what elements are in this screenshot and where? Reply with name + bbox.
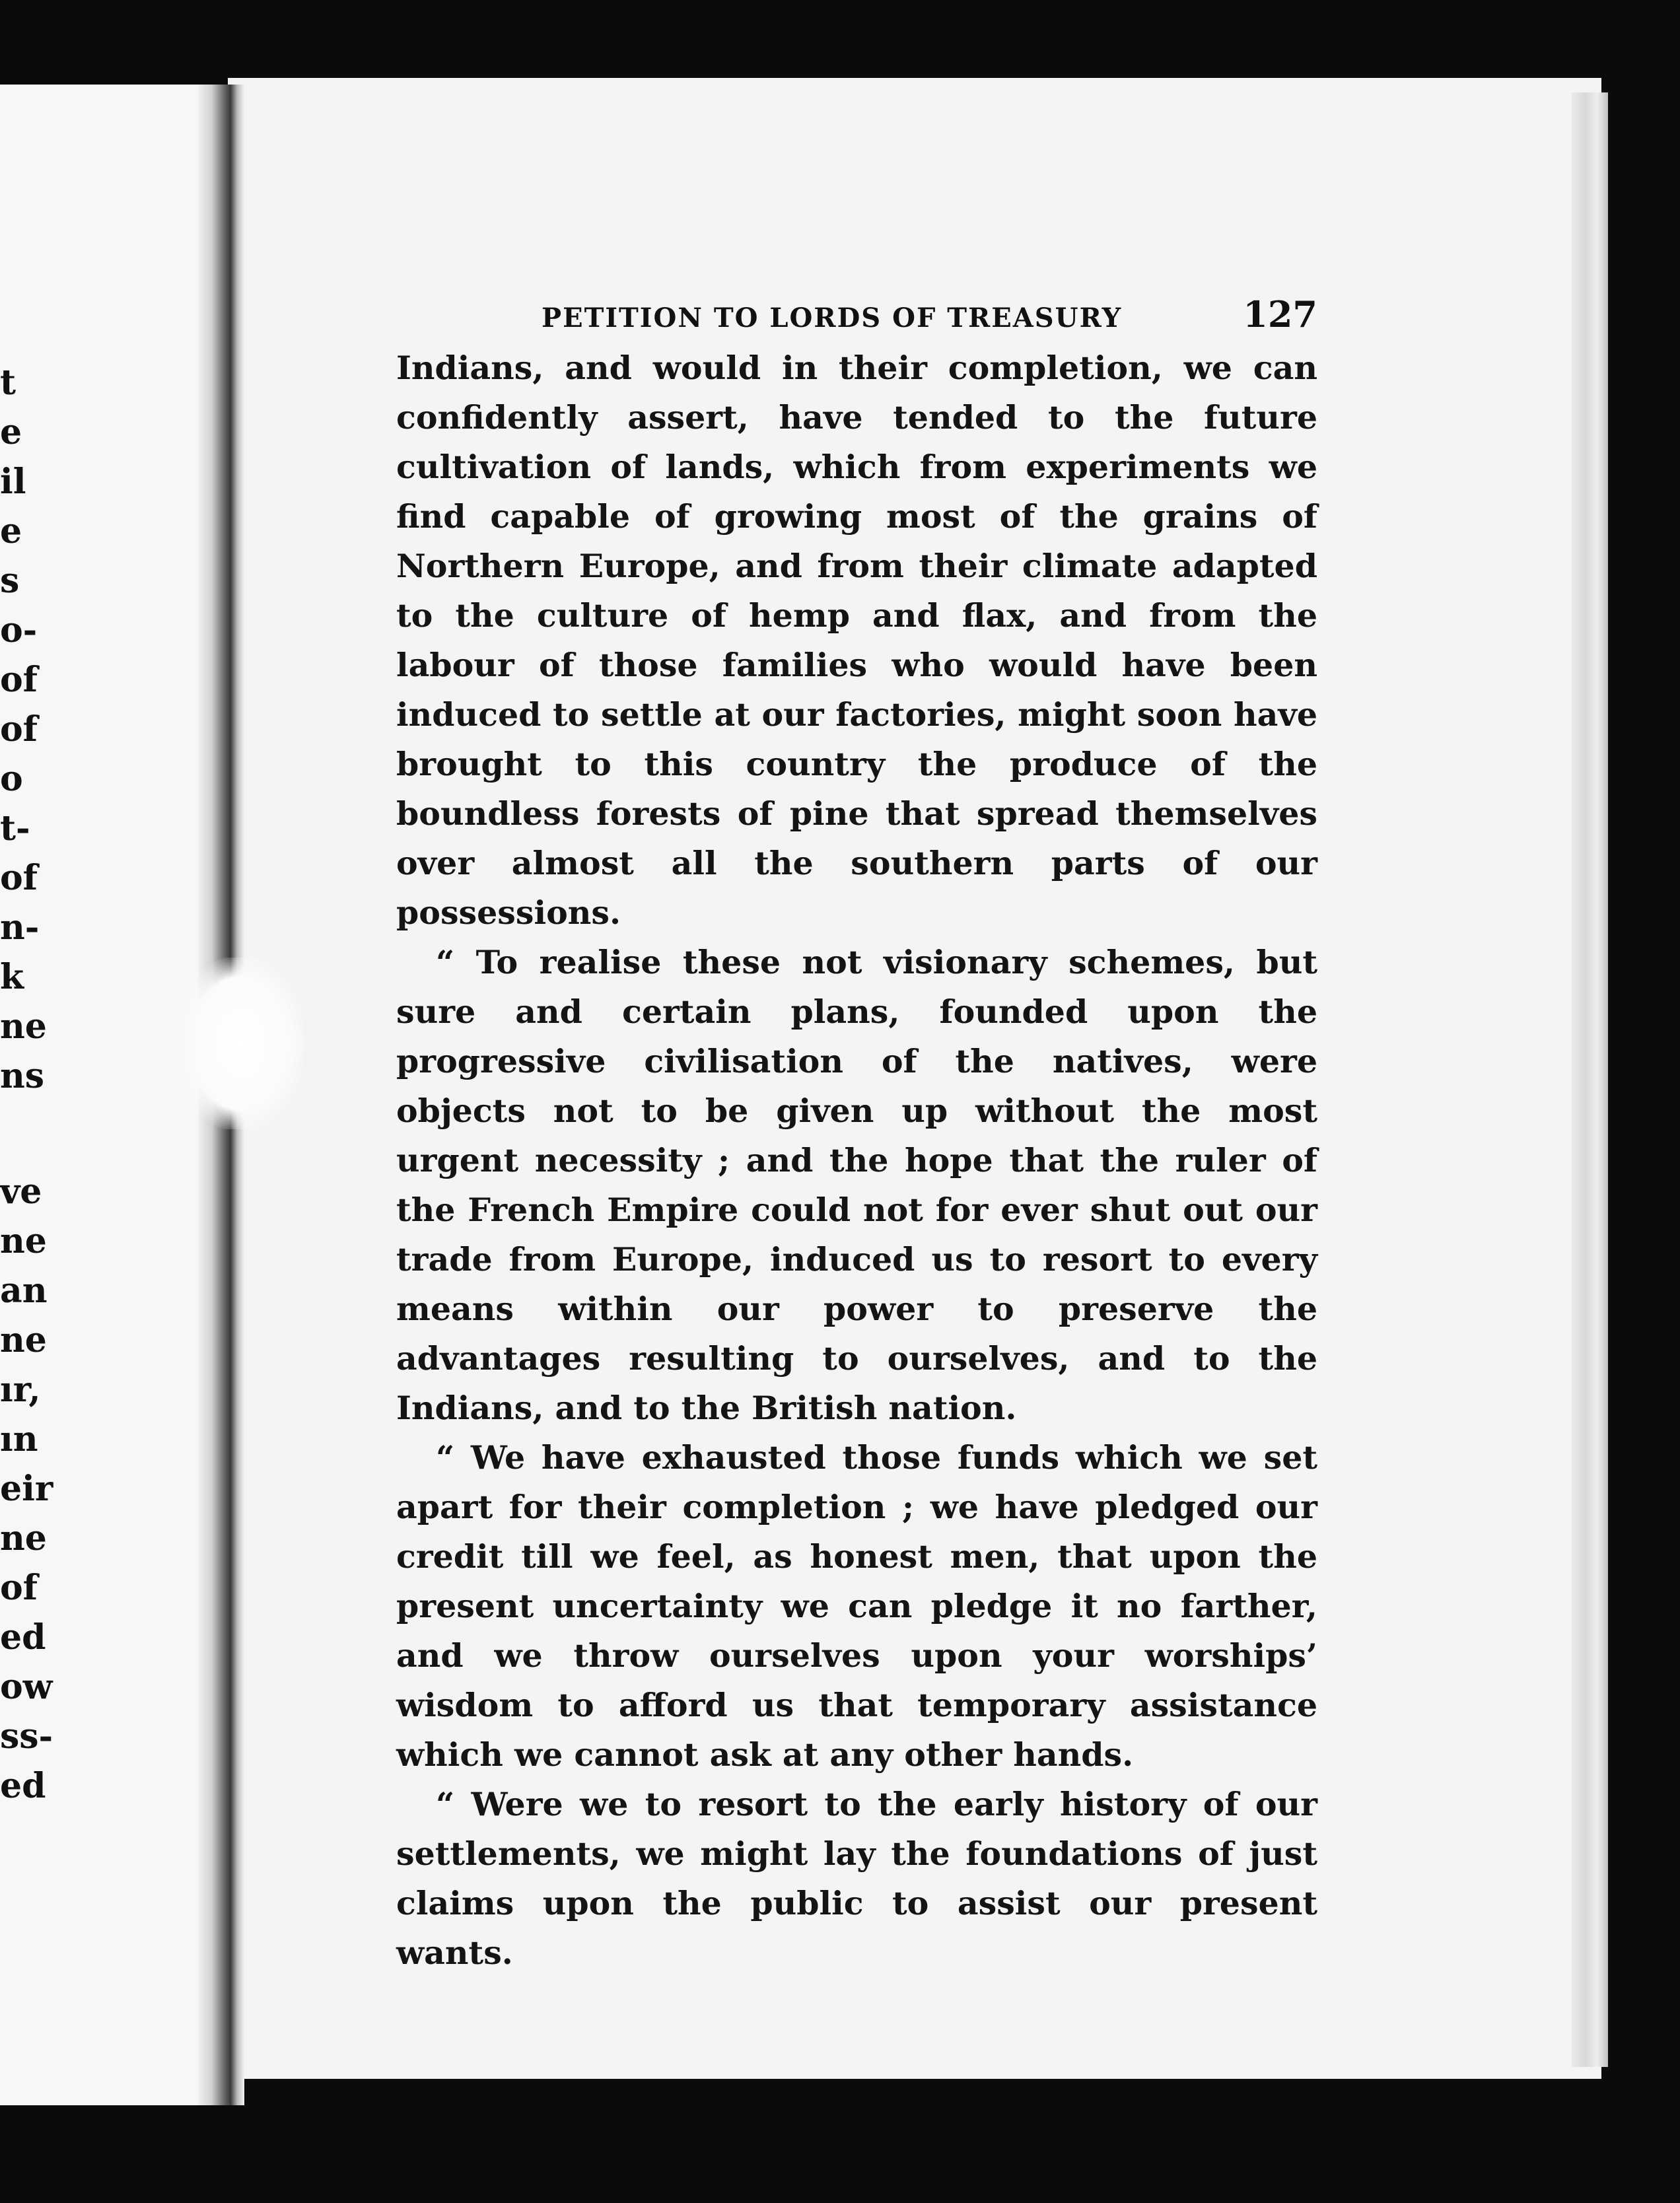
left-fragment: ed: [0, 1617, 46, 1658]
left-fragment: ve: [0, 1171, 42, 1212]
left-fragment: ow: [0, 1667, 53, 1707]
left-fragment: eir: [0, 1469, 53, 1509]
left-fragment: an: [0, 1271, 48, 1311]
running-head: [396, 284, 1317, 343]
left-fragment: k: [0, 957, 24, 997]
left-fragment: n-: [0, 907, 40, 948]
left-fragment: ne: [0, 1221, 47, 1261]
left-fragment: ne: [0, 1006, 47, 1047]
page-edge: [1572, 92, 1608, 2067]
page-number: 127: [1243, 293, 1317, 335]
left-fragment: of: [0, 709, 38, 750]
left-fragment: e: [0, 412, 22, 452]
left-fragment: ın: [0, 1419, 38, 1459]
left-fragment: ed: [0, 1766, 46, 1806]
paragraph: Indians, and would in their completion, we can confidently assert, have tended to the future cultivation of lands, which from experiments we find capable of growing most of the grains of Northern Europe, and from their climate adapted to the culture of hemp and flax, and from the labour of those families who would have been induced to settle at our factories, might soon have brought to this country the produce of the boundless forests of pine that spread themselves over almost all the southern parts of our possessions.: [396, 349, 1317, 932]
left-fragment: of: [0, 1568, 38, 1608]
left-fragment: il: [0, 462, 26, 502]
left-fragment: s: [0, 561, 20, 601]
running-title: PETITION TO LORDS OF TREASURY: [542, 302, 1123, 333]
left-fragment: t: [0, 363, 17, 403]
paragraph: “ Were we to resort to the early history of our settlements, we might lay the foundations of just claims upon the public to assist our present wants.: [396, 1785, 1317, 1972]
left-fragment: o: [0, 759, 23, 799]
left-fragment: of: [0, 858, 38, 898]
left-fragment: ss-: [0, 1716, 53, 1757]
left-fragment: e: [0, 511, 22, 551]
body-text: [396, 343, 1317, 1978]
paragraph: “ To realise these not visionary schemes, but sure and certain plans, founded upon the progressive civilisation of the natives, were objects not to be given up without the most urgent necessity ; and the hope that the ruler of the French Empire could not for ever shut out our trade from Europe, induced us to resort to every means within our power to preserve the advantages resulting to ourselves, and to the Indians, and to the British nation.: [396, 943, 1317, 1427]
paragraph: “ We have exhausted those funds which we set apart for their completion ; we have pledged our credit till we feel, as honest men, that upon the present uncertainty we can pledge it no farther, and we throw ourselves upon your worships’ wisdom to afford us that temporary assistance which we cannot ask at any other hands.: [396, 1438, 1317, 1774]
left-fragment: o-: [0, 610, 38, 650]
left-fragment: ne: [0, 1320, 47, 1360]
page-content: [396, 284, 1317, 1978]
left-fragment: of: [0, 660, 38, 700]
left-fragment: ns: [0, 1056, 45, 1096]
paper-blemish: [178, 958, 304, 1129]
left-fragment: ır,: [0, 1370, 41, 1410]
left-fragment: ne: [0, 1518, 47, 1558]
left-fragment: t-: [0, 808, 30, 849]
